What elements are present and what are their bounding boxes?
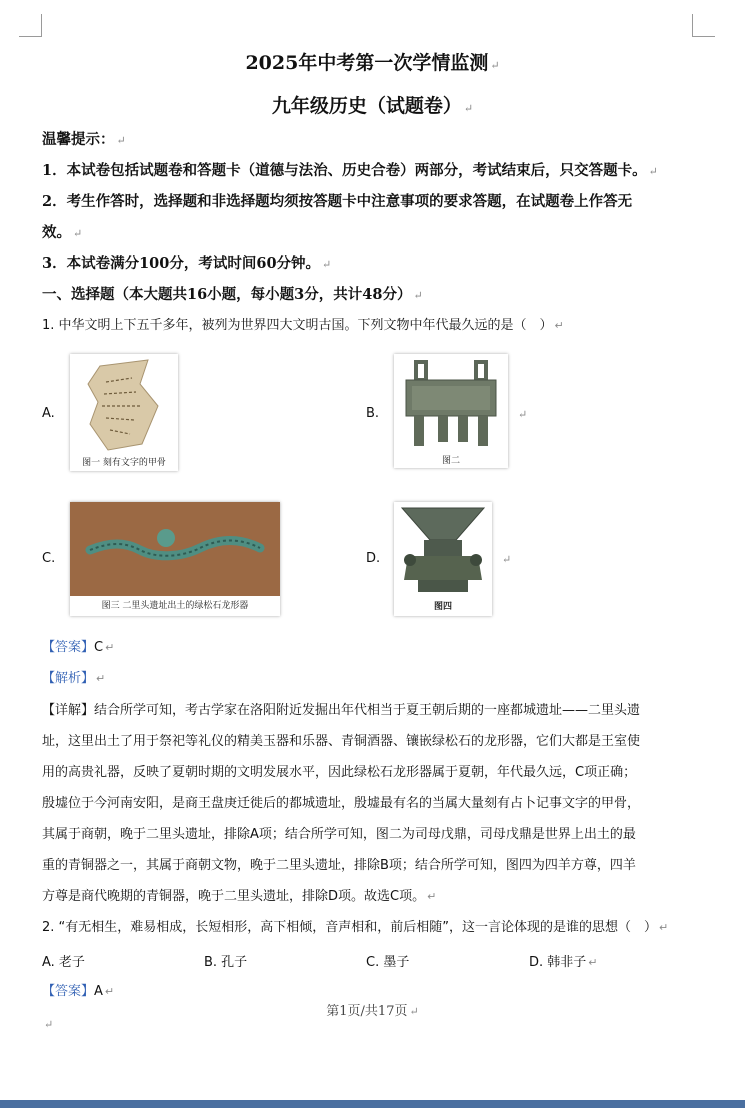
q1-answer: 【答案】C ↵ bbox=[42, 640, 115, 655]
option-b-label: B. bbox=[366, 406, 380, 421]
option-d-caption: 图四 bbox=[433, 602, 452, 612]
detail-line-3: 用的高贵礼器，反映了夏朝时期的文明发展水平，因此绿松石龙形器属于夏朝，年代最久远，C项正确； bbox=[42, 765, 637, 780]
option-b-caption: 图二 bbox=[441, 456, 460, 466]
option-d-label: D. bbox=[366, 551, 381, 566]
document-subtitle: 九年级历史（试题卷） ↵ bbox=[271, 95, 474, 117]
detail-line-1: 【详解】结合所学可知，考古学家在洛阳附近发掘出年代相当于夏王朝后期的一座都城遗址——二里头遗 bbox=[42, 703, 641, 718]
oracle-bone-image bbox=[70, 354, 178, 454]
detail-line-6: 重的青铜器之一，其属于商朝文物，晚于二里头遗址，排除B项；结合所学可知，图四为四羊方尊，四羊 bbox=[42, 858, 636, 873]
q1-detail bbox=[42, 695, 694, 912]
q2-option-c: C. 墨子 bbox=[366, 955, 410, 970]
four-goat-square-zun-image bbox=[394, 502, 492, 598]
bottom-bar bbox=[0, 1100, 745, 1108]
question-2-stem: 2. “有无相生，难易相成，长短相形，高下相倾，音声相和，前后相随”，这一言论体现的是谁的思想（ ） ↵ bbox=[42, 920, 669, 935]
detail-line-4: 殷墟位于今河南安阳，是商王盘庚迁徙后的都城遗址，殷墟最有名的当属大量刻有占卜记事文字的甲骨， bbox=[42, 796, 641, 811]
option-b-figure bbox=[394, 354, 508, 468]
option-a-caption: 图一 刻有文字的甲骨 bbox=[82, 458, 166, 468]
crop-mark-top-right bbox=[692, 14, 715, 37]
document-title: 2025年中考第一次学情监测 ↵ bbox=[245, 52, 500, 74]
tip-item-2-cont: 效。 ↵ bbox=[42, 224, 83, 241]
q2-option-b: B. 孔子 bbox=[204, 955, 248, 970]
tips-heading: 温馨提示： ↵ bbox=[42, 131, 126, 148]
detail-line-7: 方尊是商代晚期的青铜器，晚于二里头遗址，排除D项。故选C项。 ↵ bbox=[42, 889, 437, 904]
option-a-figure bbox=[70, 354, 178, 471]
turquoise-dragon-image bbox=[70, 502, 280, 596]
q2-option-a: A. 老子 bbox=[42, 955, 85, 970]
bronze-ding-image bbox=[394, 354, 508, 452]
page-footer: 第1页/共17页 ↵ bbox=[326, 1004, 419, 1019]
tip-item-1: 1．本试卷包括试题卷和答题卡（道德与法治、历史合卷）两部分，考试结束后，只交答题卡。 ↵ bbox=[42, 162, 658, 179]
section-heading: 一、选择题（本大题共16小题，每小题3分，共计48分） ↵ bbox=[42, 286, 423, 303]
crop-mark-top-left bbox=[19, 14, 42, 37]
detail-line-2: 址，这里出土了用于祭祀等礼仪的精美玉器和乐器、青铜酒器、镶嵌绿松石的龙形器，它们大都是王室使 bbox=[42, 734, 641, 749]
q2-answer: 【答案】A ↵ bbox=[42, 984, 115, 999]
detail-line-5: 其属于商朝，晚于二里头遗址，排除A项；结合所学可知，图二为司母戊鼎，司母戊鼎是世界上出土的最 bbox=[42, 827, 636, 842]
option-c-caption: 图三 二里头遗址出土的绿松石龙形器 bbox=[101, 601, 249, 611]
question-1-stem: 1. 中华文明上下五千多年，被列为世界四大文明古国。下列文物中年代最久远的是（ ） ↵ bbox=[42, 318, 564, 333]
option-a-label: A. bbox=[42, 406, 55, 421]
option-d-figure bbox=[394, 502, 492, 616]
option-c-label: C. bbox=[42, 551, 56, 566]
tip-item-2: 2．考生作答时，选择题和非选择题均须按答题卡中注意事项的要求答题，在试题卷上作答无 bbox=[42, 193, 633, 210]
q1-analysis-tag: 【解析】 ↵ bbox=[42, 671, 106, 686]
q2-option-d: D. 韩非子 ↵ bbox=[529, 955, 598, 970]
tip-item-3: 3．本试卷满分100分，考试时间60分钟。 ↵ bbox=[42, 255, 332, 272]
option-c-figure bbox=[70, 502, 280, 616]
